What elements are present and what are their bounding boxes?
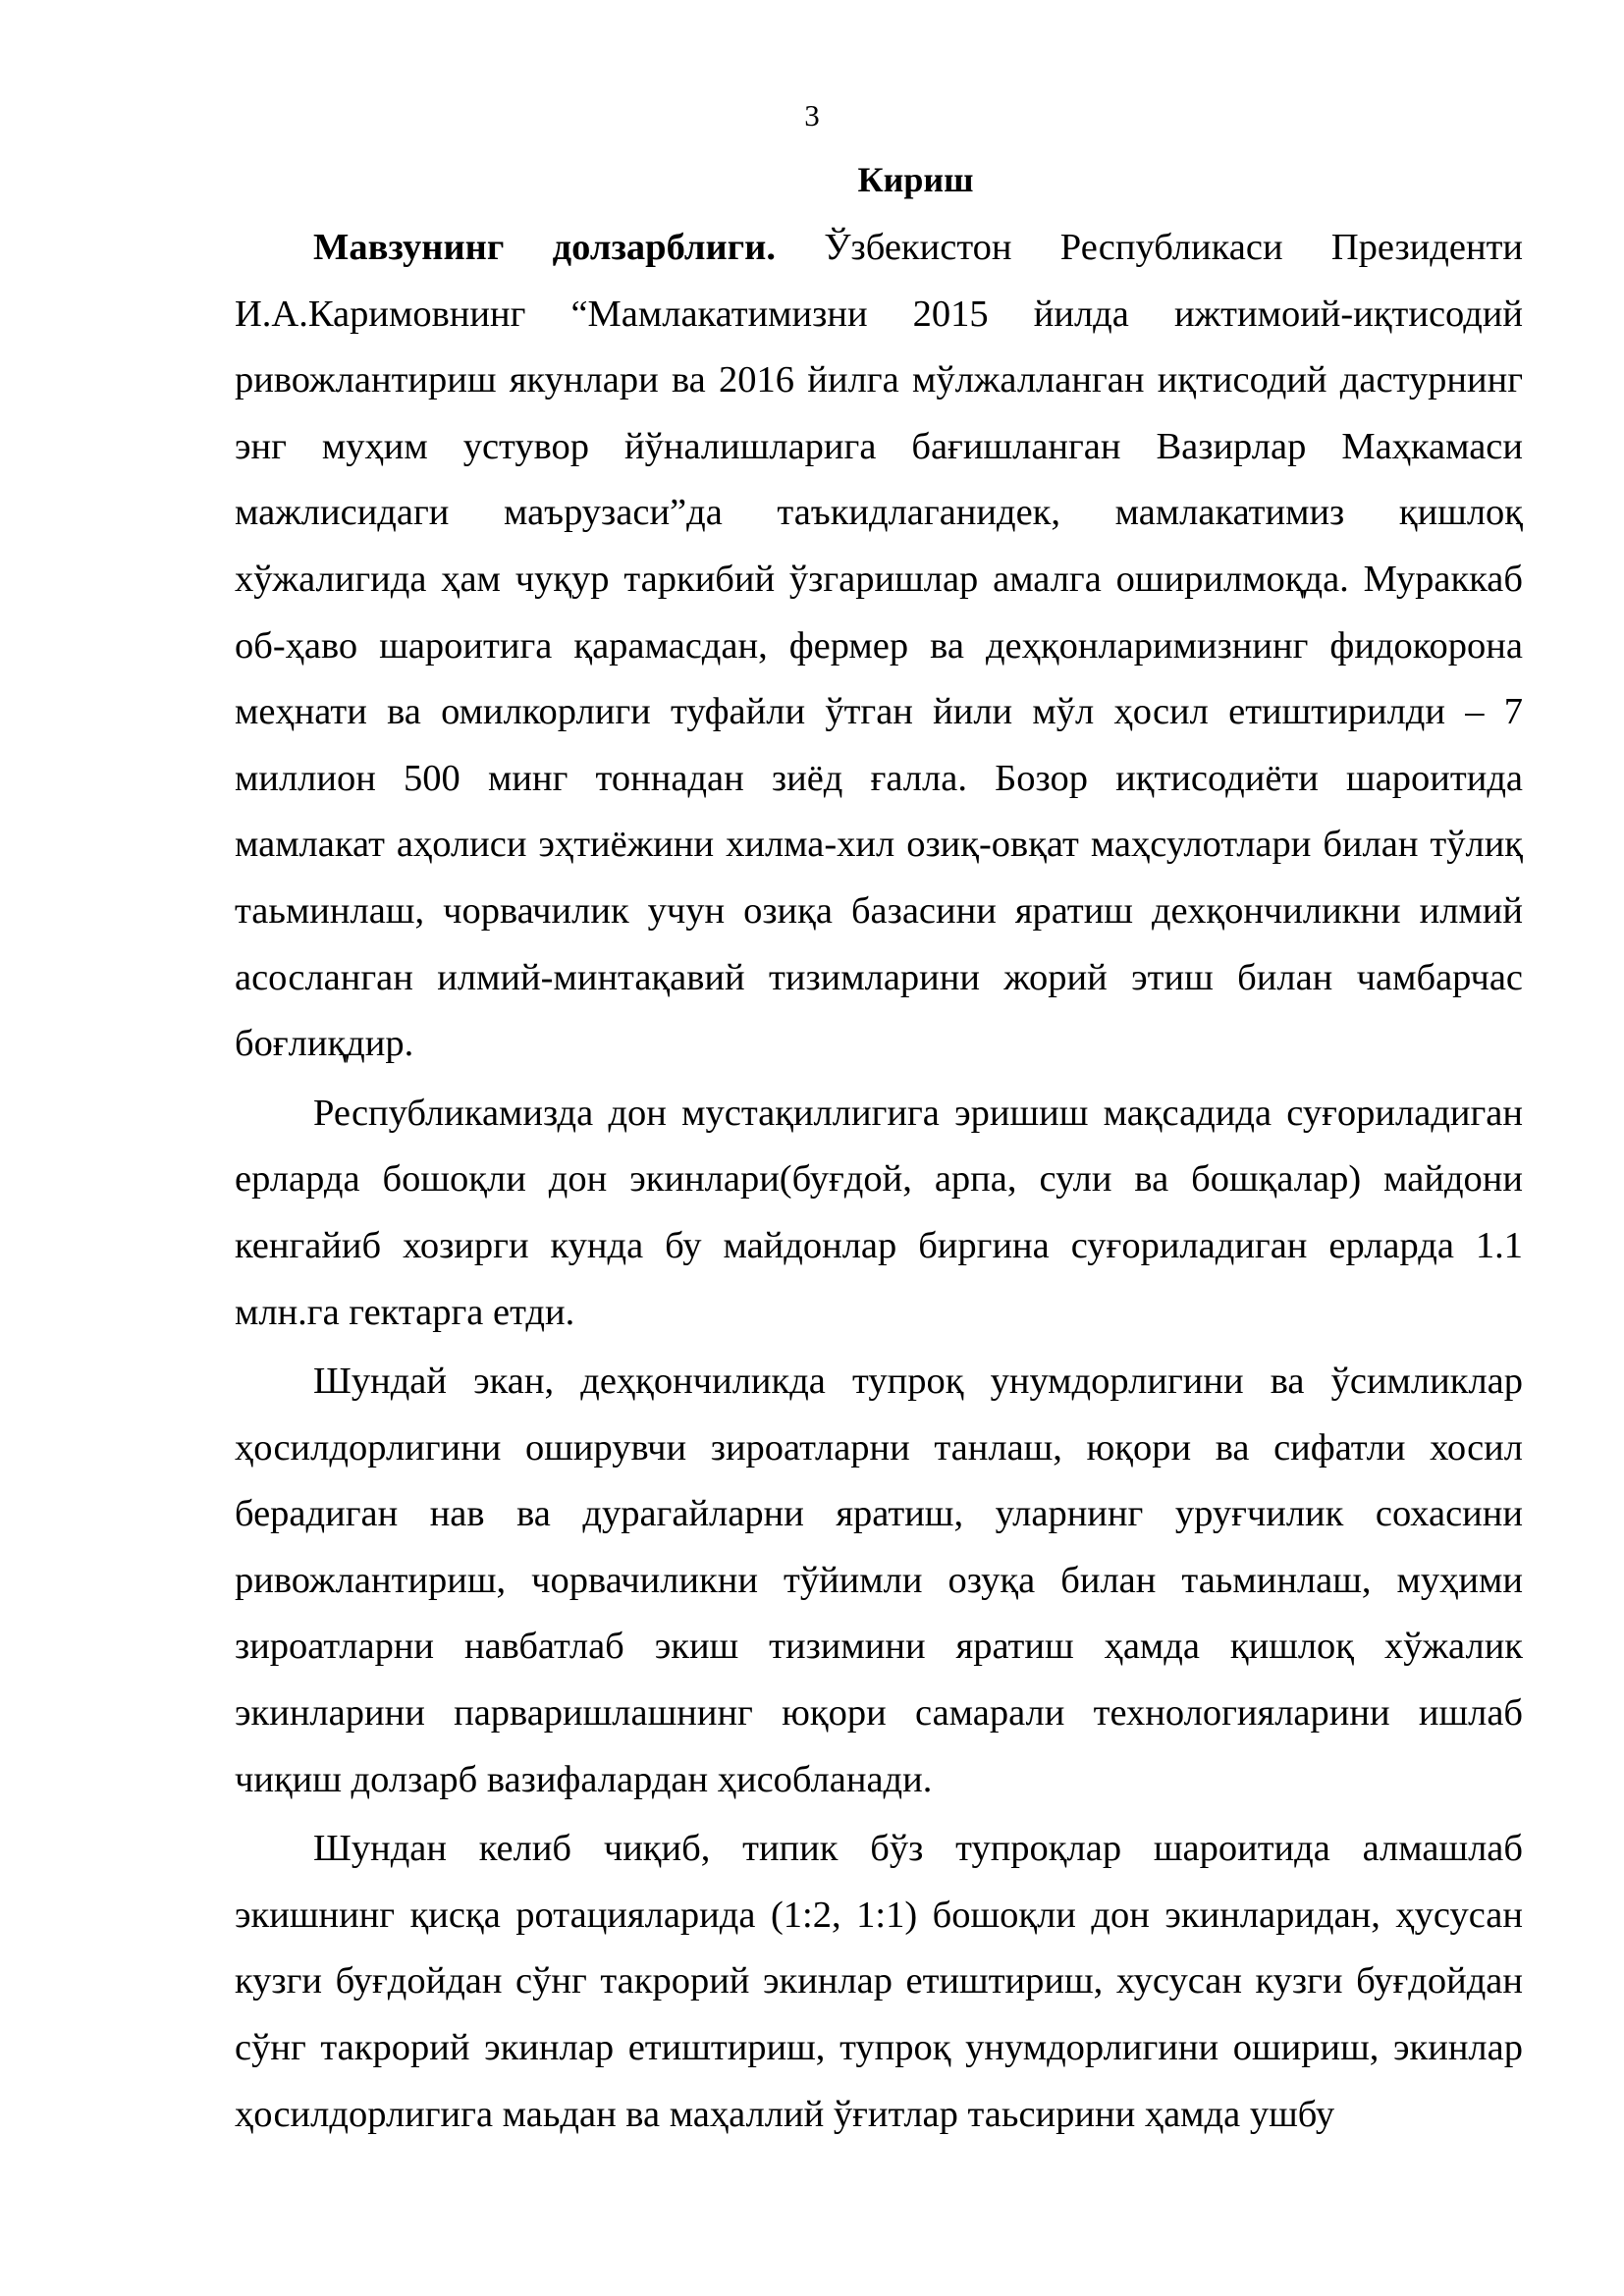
page-number: 3 [804, 98, 820, 133]
paragraph-lead: Мавзунинг долзарблиги. [313, 227, 776, 268]
body-text [235, 215, 1523, 2148]
paragraph-relevance [235, 215, 1523, 1078]
paragraph: Шундай экан, деҳқончиликда тупроқ унумдорлигини ва ўсимликлар ҳосилдорлигини оширувчи зироатларни танлаш, юқори ва сифатли хосил берадиган нав ва дурагайларни яратиш, уларнинг уруғчилик сохасини ривожлантириш, чорвачиликни тўйимли озуқа билан таьминлаш, муҳими зироатларни навбатлаб экиш тизимини яратиш ҳамда қишлоқ хўжалик экинларини парваришлашнинг юқори самарали технологияларини ишлаб чиқиш долзарб вазифалардан ҳисобланади. [235, 1361, 1523, 1800]
paragraph-text: Ўзбекистон Республикаси Президенти И.А.Каримовнинг “Мамлакатимизни 2015 йилда ижтимоий-иқтисодий ривожлантириш якунлари ва 2016 йилга мўлжалланган иқтисодий дастурнинг энг муҳим устувор йўналишларига бағишланган Вазирлар Маҳкамаси мажлисидаги маърузаси”да таъкидлаганидек, мамлакатимиз қишлоқ хўжалигида ҳам чуқур таркибий ўзгаришлар амалга оширилмоқда. Мураккаб об-ҳаво шароитига қарамасдан, фермер ва деҳқонларимизнинг фидокорона меҳнати ва омилкорлиги туфайли ўтган йили мўл ҳосил етиштирилди – 7 миллион 500 минг тоннадан зиёд ғалла. Бозор иқтисодиёти шароитида мамлакат аҳолиси эҳтиёжини хилма-хил озиқ-овқат маҳсулотлари билан тўлиқ таьминлаш, чорвачилик учун озиқа базасини яратиш дехқончиликни илмий асосланган илмий-минтақавий тизимларини жорий этиш билан чамбарчас боғлиқдир. [235, 227, 1523, 1065]
paragraph: Республикамизда дон мустақиллигига эришиш мақсадида суғориладиган ерларда бошоқли дон экинлари(буғдой, арпа, сули ва бошқалар) майдони кенгайиб хозирги кунда бу майдонлар биргина суғориладиган ерларда 1.1 млн.га гектарга етди. [235, 1092, 1523, 1333]
section-heading: Кириш [857, 160, 974, 199]
paragraph: Шундан келиб чиқиб, типик бўз тупроқлар шароитида алмашлаб экишнинг қисқа ротацияларида (1:2, 1:1) бошоқли дон экинларидан, ҳусусан кузги буғдойдан сўнг такрорий экинлар етиштириш, хусусан кузги буғдойдан сўнг такрорий экинлар етиштириш, тупроқ унумдорлигини ошириш, экинлар ҳосилдорлигига маьдан ва маҳаллий ўғитлар таьсирини ҳамда ушбу [235, 1828, 1523, 2135]
